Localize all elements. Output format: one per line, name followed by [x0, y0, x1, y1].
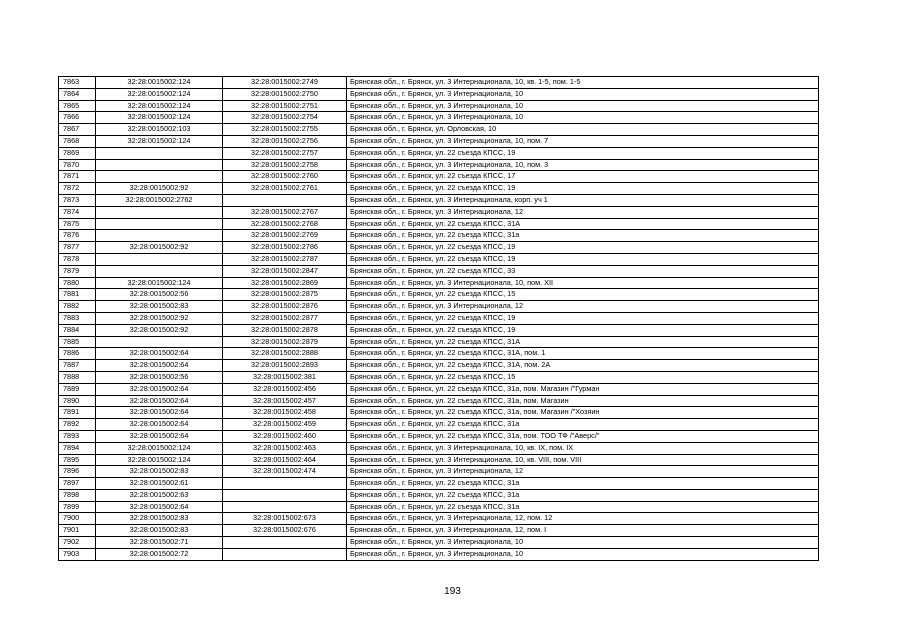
row-number-cell: 7881 [59, 289, 96, 301]
cadastral-number-cell: 32:28:0015002:2888 [223, 348, 347, 360]
row-number-cell: 7874 [59, 206, 96, 218]
row-number-cell: 7864 [59, 88, 96, 100]
cadastral-number-cell [223, 537, 347, 549]
table-row [59, 348, 819, 360]
address-cell: Брянская обл., г. Брянск, ул. 3 Интернационала, 10, пом. XII [347, 277, 819, 289]
parent-cadastral-number-cell: 32:28:0015002:124 [96, 454, 223, 466]
cadastral-number-cell: 32:28:0015002:2754 [223, 112, 347, 124]
table-row [59, 206, 819, 218]
table-row [59, 312, 819, 324]
row-number-cell: 7863 [59, 77, 96, 89]
cadastral-number-cell: 32:28:0015002:459 [223, 419, 347, 431]
table-row [59, 135, 819, 147]
table-row [59, 513, 819, 525]
parent-cadastral-number-cell [96, 171, 223, 183]
address-cell: Брянская обл., г. Брянск, ул. 22 съезда КПСС, 19 [347, 183, 819, 195]
row-number-cell: 7901 [59, 525, 96, 537]
row-number-cell: 7873 [59, 194, 96, 206]
table-row [59, 265, 819, 277]
cadastral-number-cell: 32:28:0015002:2875 [223, 289, 347, 301]
cadastral-number-cell: 32:28:0015002:458 [223, 407, 347, 419]
address-cell: Брянская обл., г. Брянск, ул. 22 съезда КПСС, 31А, пом. 1 [347, 348, 819, 360]
row-number-cell: 7891 [59, 407, 96, 419]
parent-cadastral-number-cell [96, 336, 223, 348]
row-number-cell: 7895 [59, 454, 96, 466]
address-cell: Брянская обл., г. Брянск, ул. 3 Интернационала, 10 [347, 100, 819, 112]
table-row [59, 360, 819, 372]
address-cell: Брянская обл., г. Брянск, ул. 22 съезда КПСС, 31А, пом. 2А [347, 360, 819, 372]
address-cell: Брянская обл., г. Брянск, ул. Орловская, 10 [347, 124, 819, 136]
parent-cadastral-number-cell: 32:28:0015002:83 [96, 513, 223, 525]
address-cell: Брянская обл., г. Брянск, ул. 22 съезда КПСС, 31а [347, 419, 819, 431]
address-cell: Брянская обл., г. Брянск, ул. 22 съезда КПСС, 19 [347, 147, 819, 159]
cadastral-number-cell: 32:28:0015002:2877 [223, 312, 347, 324]
row-number-cell: 7886 [59, 348, 96, 360]
parent-cadastral-number-cell: 32:28:0015002:64 [96, 407, 223, 419]
address-cell: Брянская обл., г. Брянск, ул. 3 Интернационала, 10, пом. 3 [347, 159, 819, 171]
table-row [59, 112, 819, 124]
parent-cadastral-number-cell: 32:28:0015002:92 [96, 242, 223, 254]
address-cell: Брянская обл., г. Брянск, ул. 22 съезда КПСС, 31а [347, 489, 819, 501]
cadastral-number-cell: 32:28:0015002:460 [223, 430, 347, 442]
row-number-cell: 7868 [59, 135, 96, 147]
parent-cadastral-number-cell: 32:28:0015002:64 [96, 360, 223, 372]
table-row [59, 88, 819, 100]
table-row [59, 383, 819, 395]
cadastral-number-cell: 32:28:0015002:463 [223, 442, 347, 454]
address-cell: Брянская обл., г. Брянск, ул. 22 съезда КПСС, 19 [347, 242, 819, 254]
address-cell: Брянская обл., г. Брянск, ул. 3 Интернационала, 10 [347, 88, 819, 100]
table-row [59, 289, 819, 301]
parent-cadastral-number-cell [96, 159, 223, 171]
cadastral-number-cell [223, 501, 347, 513]
cadastral-number-cell: 32:28:0015002:381 [223, 371, 347, 383]
table-row [59, 407, 819, 419]
row-number-cell: 7902 [59, 537, 96, 549]
row-number-cell: 7892 [59, 419, 96, 431]
cadastral-number-cell: 32:28:0015002:464 [223, 454, 347, 466]
row-number-cell: 7889 [59, 383, 96, 395]
row-number-cell: 7903 [59, 548, 96, 560]
parent-cadastral-number-cell: 32:28:0015002:56 [96, 371, 223, 383]
row-number-cell: 7869 [59, 147, 96, 159]
cadastral-number-cell: 32:28:0015002:2756 [223, 135, 347, 147]
parent-cadastral-number-cell: 32:28:0015002:64 [96, 419, 223, 431]
table-row [59, 301, 819, 313]
row-number-cell: 7878 [59, 253, 96, 265]
parent-cadastral-number-cell: 32:28:0015002:124 [96, 442, 223, 454]
table-row [59, 230, 819, 242]
table-row [59, 159, 819, 171]
cadastral-number-cell: 32:28:0015002:2878 [223, 324, 347, 336]
row-number-cell: 7866 [59, 112, 96, 124]
table-row [59, 442, 819, 454]
row-number-cell: 7875 [59, 218, 96, 230]
parent-cadastral-number-cell: 32:28:0015002:103 [96, 124, 223, 136]
parent-cadastral-number-cell: 32:28:0015002:124 [96, 135, 223, 147]
table-row [59, 548, 819, 560]
address-cell: Брянская обл., г. Брянск, ул. 22 съезда КПСС, 15 [347, 371, 819, 383]
row-number-cell: 7888 [59, 371, 96, 383]
table-row [59, 253, 819, 265]
row-number-cell: 7893 [59, 430, 96, 442]
address-cell: Брянская обл., г. Брянск, ул. 22 съезда КПСС, 31а [347, 230, 819, 242]
parent-cadastral-number-cell: 32:28:0015002:92 [96, 324, 223, 336]
table-row [59, 183, 819, 195]
row-number-cell: 7865 [59, 100, 96, 112]
table-row [59, 371, 819, 383]
cadastral-number-cell: 32:28:0015002:2869 [223, 277, 347, 289]
table-row [59, 242, 819, 254]
row-number-cell: 7900 [59, 513, 96, 525]
row-number-cell: 7898 [59, 489, 96, 501]
row-number-cell: 7876 [59, 230, 96, 242]
cadastral-number-cell: 32:28:0015002:457 [223, 395, 347, 407]
row-number-cell: 7885 [59, 336, 96, 348]
cadastral-number-cell: 32:28:0015002:2893 [223, 360, 347, 372]
parent-cadastral-number-cell: 32:28:0015002:64 [96, 501, 223, 513]
address-cell: Брянская обл., г. Брянск, ул. 3 Интернационала, 12 [347, 301, 819, 313]
parent-cadastral-number-cell: 32:28:0015002:124 [96, 88, 223, 100]
table-row [59, 171, 819, 183]
address-cell: Брянская обл., г. Брянск, ул. 22 съезда КПСС, 19 [347, 253, 819, 265]
cadastral-number-cell: 32:28:0015002:2761 [223, 183, 347, 195]
cadastral-number-cell [223, 489, 347, 501]
row-number-cell: 7887 [59, 360, 96, 372]
row-number-cell: 7896 [59, 466, 96, 478]
parent-cadastral-number-cell [96, 230, 223, 242]
cadastral-number-cell: 32:28:0015002:2769 [223, 230, 347, 242]
address-cell: Брянская обл., г. Брянск, ул. 3 Интернационала, 10, кв. VIII, пом. VIII [347, 454, 819, 466]
parent-cadastral-number-cell: 32:28:0015002:124 [96, 77, 223, 89]
address-cell: Брянская обл., г. Брянск, ул. 22 съезда КПСС, 31а, пом. Магазин /"Гурман [347, 383, 819, 395]
cadastral-number-cell: 32:28:0015002:2749 [223, 77, 347, 89]
cadastral-number-cell: 32:28:0015002:2755 [223, 124, 347, 136]
parent-cadastral-number-cell [96, 265, 223, 277]
table-row [59, 430, 819, 442]
table-row [59, 147, 819, 159]
row-number-cell: 7880 [59, 277, 96, 289]
cadastral-number-cell: 32:28:0015002:2787 [223, 253, 347, 265]
row-number-cell: 7897 [59, 478, 96, 490]
parent-cadastral-number-cell: 32:28:0015002:72 [96, 548, 223, 560]
address-cell: Брянская обл., г. Брянск, ул. 3 Интернационала, 12, пом. 12 [347, 513, 819, 525]
table-row [59, 478, 819, 490]
row-number-cell: 7890 [59, 395, 96, 407]
address-cell: Брянская обл., г. Брянск, ул. 22 съезда КПСС, 31а, пом. Магазин /"Хозяин [347, 407, 819, 419]
address-cell: Брянская обл., г. Брянск, ул. 22 съезда КПСС, 17 [347, 171, 819, 183]
row-number-cell: 7894 [59, 442, 96, 454]
address-cell: Брянская обл., г. Брянск, ул. 22 съезда КПСС, 31а, пом. ТОО ТФ /"Аверс/" [347, 430, 819, 442]
parent-cadastral-number-cell: 32:28:0015002:56 [96, 289, 223, 301]
cadastral-number-cell: 32:28:0015002:2876 [223, 301, 347, 313]
cadastral-number-cell: 32:28:0015002:2767 [223, 206, 347, 218]
table-row [59, 501, 819, 513]
parent-cadastral-number-cell: 32:28:0015002:83 [96, 466, 223, 478]
row-number-cell: 7877 [59, 242, 96, 254]
parent-cadastral-number-cell [96, 218, 223, 230]
address-cell: Брянская обл., г. Брянск, ул. 3 Интернационала, 10 [347, 537, 819, 549]
parent-cadastral-number-cell [96, 253, 223, 265]
parent-cadastral-number-cell: 32:28:0015002:64 [96, 348, 223, 360]
address-cell: Брянская обл., г. Брянск, ул. 3 Интернационала, 10, кв. 1-5, пом. 1-5 [347, 77, 819, 89]
parent-cadastral-number-cell: 32:28:0015002:124 [96, 112, 223, 124]
cadastral-number-cell: 32:28:0015002:2751 [223, 100, 347, 112]
row-number-cell: 7870 [59, 159, 96, 171]
address-cell: Брянская обл., г. Брянск, ул. 22 съезда КПСС, 31а [347, 478, 819, 490]
parent-cadastral-number-cell: 32:28:0015002:71 [96, 537, 223, 549]
table-row [59, 395, 819, 407]
parent-cadastral-number-cell [96, 147, 223, 159]
row-number-cell: 7899 [59, 501, 96, 513]
row-number-cell: 7867 [59, 124, 96, 136]
row-number-cell: 7883 [59, 312, 96, 324]
cadastral-number-cell: 32:28:0015002:2760 [223, 171, 347, 183]
row-number-cell: 7884 [59, 324, 96, 336]
table-row [59, 100, 819, 112]
cadastral-number-cell: 32:28:0015002:2750 [223, 88, 347, 100]
parent-cadastral-number-cell: 32:28:0015002:64 [96, 395, 223, 407]
address-cell: Брянская обл., г. Брянск, ул. 3 Интернационала, 12 [347, 206, 819, 218]
table-row [59, 466, 819, 478]
parent-cadastral-number-cell: 32:28:0015002:124 [96, 100, 223, 112]
table-row [59, 525, 819, 537]
address-cell: Брянская обл., г. Брянск, ул. 3 Интернационала, 12, пом. I [347, 525, 819, 537]
address-cell: Брянская обл., г. Брянск, ул. 3 Интернационала, 10, кв. IX, пом. IX [347, 442, 819, 454]
address-cell: Брянская обл., г. Брянск, ул. 3 Интернационала, 10, пом. 7 [347, 135, 819, 147]
cadastral-number-cell: 32:28:0015002:676 [223, 525, 347, 537]
parent-cadastral-number-cell: 32:28:0015002:92 [96, 183, 223, 195]
row-number-cell: 7872 [59, 183, 96, 195]
table-row [59, 454, 819, 466]
parent-cadastral-number-cell: 32:28:0015002:83 [96, 301, 223, 313]
cadastral-number-cell: 32:28:0015002:2847 [223, 265, 347, 277]
address-cell: Брянская обл., г. Брянск, ул. 3 Интернационала, 12 [347, 466, 819, 478]
table-row [59, 77, 819, 89]
address-cell: Брянская обл., г. Брянск, ул. 3 Интернационала, 10 [347, 112, 819, 124]
address-cell: Брянская обл., г. Брянск, ул. 22 съезда КПСС, 31а [347, 501, 819, 513]
address-cell: Брянская обл., г. Брянск, ул. 22 съезда КПСС, 15 [347, 289, 819, 301]
cadastral-number-cell: 32:28:0015002:2786 [223, 242, 347, 254]
table-row [59, 537, 819, 549]
address-cell: Брянская обл., г. Брянск, ул. 3 Интернационала, 10 [347, 548, 819, 560]
table-row [59, 277, 819, 289]
row-number-cell: 7882 [59, 301, 96, 313]
cadastral-number-cell [223, 194, 347, 206]
page-number: 193 [444, 586, 461, 597]
registry-table [58, 76, 819, 561]
address-cell: Брянская обл., г. Брянск, ул. 22 съезда КПСС, 19 [347, 324, 819, 336]
row-number-cell: 7871 [59, 171, 96, 183]
table-row [59, 336, 819, 348]
row-number-cell: 7879 [59, 265, 96, 277]
table-row [59, 218, 819, 230]
parent-cadastral-number-cell: 32:28:0015002:64 [96, 430, 223, 442]
cadastral-number-cell: 32:28:0015002:474 [223, 466, 347, 478]
table-row [59, 194, 819, 206]
table-row [59, 419, 819, 431]
parent-cadastral-number-cell: 32:28:0015002:64 [96, 383, 223, 395]
parent-cadastral-number-cell: 32:28:0015002:2762 [96, 194, 223, 206]
table-row [59, 489, 819, 501]
cadastral-number-cell: 32:28:0015002:2879 [223, 336, 347, 348]
address-cell: Брянская обл., г. Брянск, ул. 3 Интернационала, корп. уч 1 [347, 194, 819, 206]
address-cell: Брянская обл., г. Брянск, ул. 22 съезда КПСС, 19 [347, 312, 819, 324]
cadastral-number-cell: 32:28:0015002:673 [223, 513, 347, 525]
cadastral-number-cell [223, 548, 347, 560]
cadastral-number-cell: 32:28:0015002:456 [223, 383, 347, 395]
parent-cadastral-number-cell: 32:28:0015002:124 [96, 277, 223, 289]
cadastral-number-cell [223, 478, 347, 490]
address-cell: Брянская обл., г. Брянск, ул. 22 съезда КПСС, 31а, пом. Магазин [347, 395, 819, 407]
cadastral-number-cell: 32:28:0015002:2768 [223, 218, 347, 230]
table-row [59, 324, 819, 336]
address-cell: Брянская обл., г. Брянск, ул. 22 съезда КПСС, 33 [347, 265, 819, 277]
table-row [59, 124, 819, 136]
parent-cadastral-number-cell [96, 206, 223, 218]
parent-cadastral-number-cell: 32:28:0015002:92 [96, 312, 223, 324]
parent-cadastral-number-cell: 32:28:0015002:63 [96, 489, 223, 501]
parent-cadastral-number-cell: 32:28:0015002:61 [96, 478, 223, 490]
address-cell: Брянская обл., г. Брянск, ул. 22 съезда КПСС, 31А [347, 336, 819, 348]
cadastral-number-cell: 32:28:0015002:2757 [223, 147, 347, 159]
registry-table-body [59, 77, 819, 561]
parent-cadastral-number-cell: 32:28:0015002:83 [96, 525, 223, 537]
address-cell: Брянская обл., г. Брянск, ул. 22 съезда КПСС, 31А [347, 218, 819, 230]
cadastral-number-cell: 32:28:0015002:2758 [223, 159, 347, 171]
